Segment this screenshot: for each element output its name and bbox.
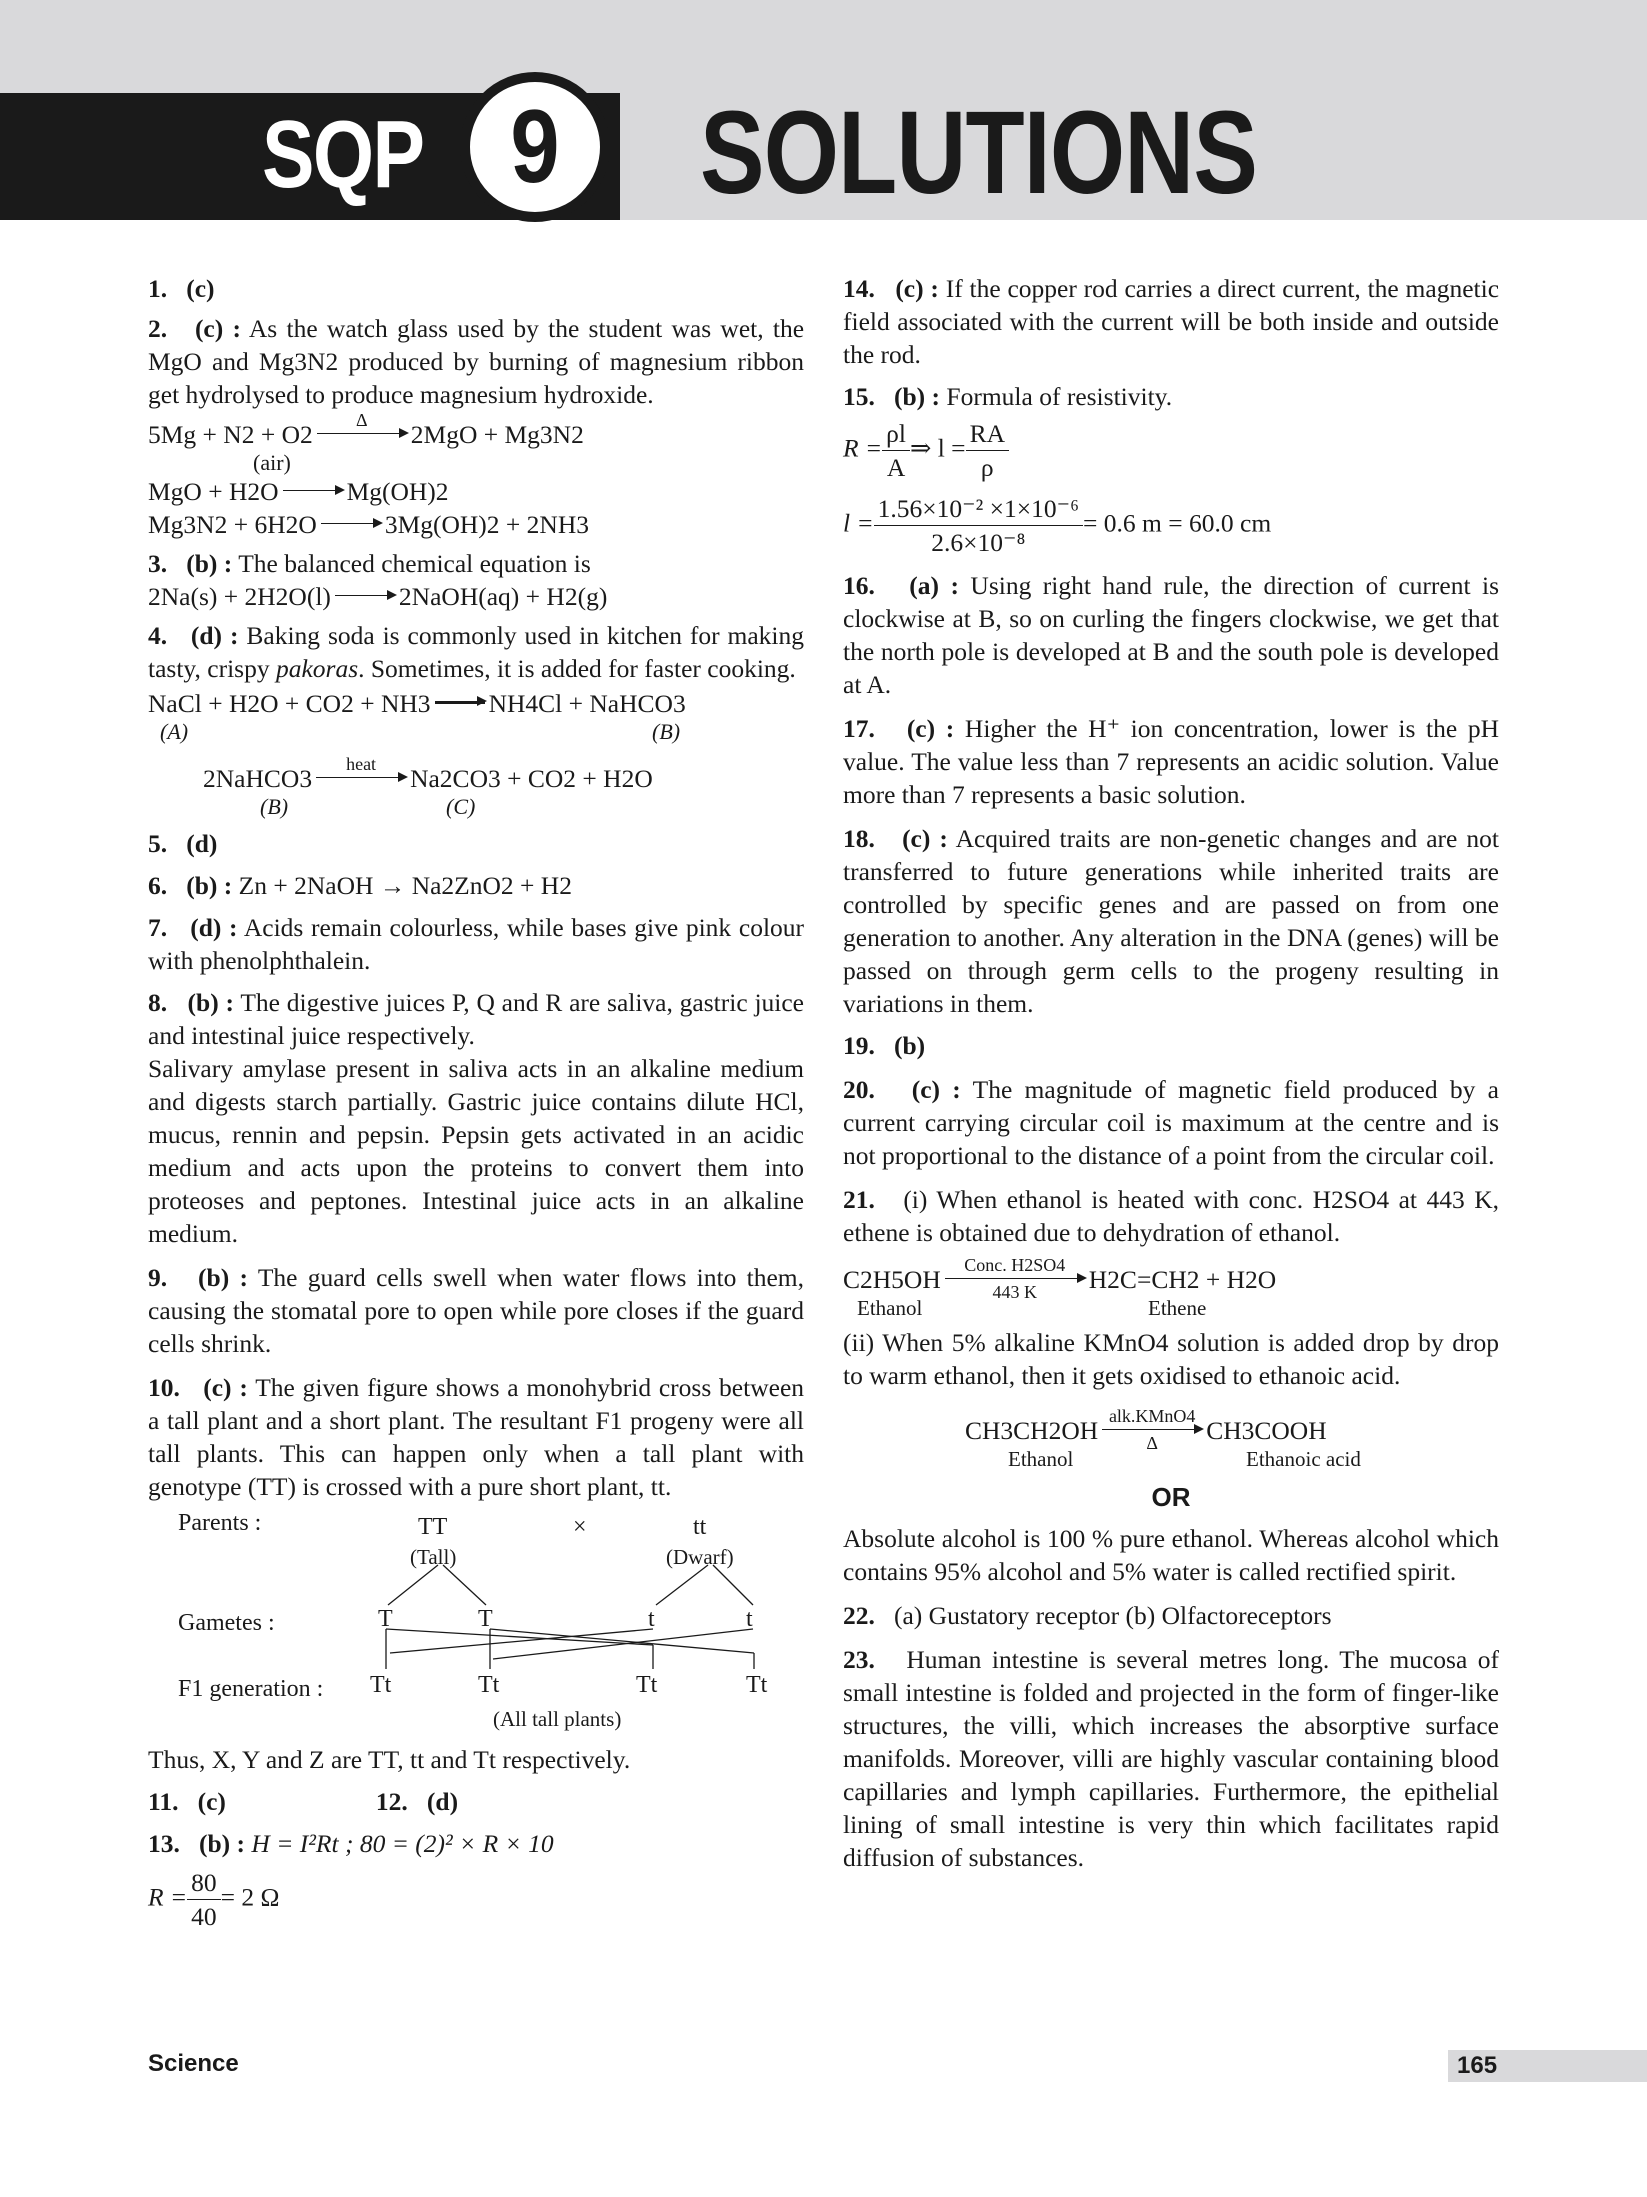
answer-1: 1. (c) <box>148 274 215 303</box>
answer-8-body: Salivary amylase present in saliva acts in an alkaline medium and digests starch partially. Gastric juice contains dilute HCl, mucus, rennin and pepsin. Pepsin gets activated in an acidic medium and acts upon the proteins to convert them into proteoses and peptones. Intestinal juice acts in an alkaline medium. <box>148 1054 804 1248</box>
air-label: (air) <box>253 450 291 475</box>
equation-21a: C2H5OH Conc. H2SO4 443 K H2C=CH2 + H2O <box>843 1254 1277 1302</box>
answer-2: 2. (c) : As the watch glass used by the student was wet, the MgO and Mg3N2 produced by burning of magnesium ribbon get hydrolysed to produce magnesium hydroxide. <box>148 314 805 409</box>
right-column <box>843 272 1499 1881</box>
equation-4b-labels: (B) (C) <box>260 794 476 819</box>
equation-4a-labels: (A) (B) <box>160 719 681 744</box>
answer-9: 9. (b) : The guard cells swell when water flows into them, causing the stomatal pore to open while pore closes if the guard cells shrink. <box>148 1263 804 1358</box>
answer-19: 19. (b) <box>843 1031 926 1060</box>
equation-21b-labels: Ethanol Ethanoic acid <box>1008 1447 1361 1471</box>
answer-7: 7. (d) : Acids remain colourless, while bases give pink colour with phenolphthalein. <box>148 913 805 975</box>
answer-10: 10. (c) : The given figure shows a monohybrid cross between a tall plant and a short plant. The resultant F1 progeny were all tall plants. This can happen only when a tall plant with genotype (TT) is crossed with a pure short plant, tt. <box>148 1373 805 1501</box>
answer-16: 16. (a) : Using right hand rule, the direction of current is clockwise at B, so on curling the fingers clockwise, we get that the north pole is developed at B and the south pole is developed at A. <box>843 571 1500 699</box>
answer-10-conclusion: Thus, X, Y and Z are TT, tt and Tt respectively. <box>148 1745 631 1774</box>
answer-8: 8. (b) : The digestive juices P, Q and R are saliva, gastric juice and intestinal juice respectively. <box>148 988 805 1050</box>
answer-11-12: 11. (c) 12. (d) <box>148 1787 459 1816</box>
cross-lines <box>148 1503 804 1743</box>
header-number: 9 <box>510 89 560 205</box>
page-number: 165 <box>1457 2052 1498 2079</box>
footer-subject: Science <box>148 2050 239 2077</box>
equation-4b: 2NaHCO3 heat Na2CO3 + CO2 + H2O <box>203 753 653 793</box>
equation-2b: MgO + H2O Mg(OH)2 <box>148 477 449 506</box>
equation-21b: CH3CH2OH alk.KMnO4 Δ CH3COOH <box>965 1405 1327 1453</box>
header-number-circle <box>460 72 610 222</box>
answer-23: 23. Human intestine is several metres long. The mucosa of small intestine is folded and projected in the form of finger-like structures, the villi, which increases the absorptive surface manifolds. Moreover, villi are highly vascular containing blood capillaries and lymph capillaries. Furthermore, the epithelial lining of small intestine is very thin which facilitates rapid diffusion of substances. <box>843 1645 1499 1872</box>
answer-14: 14. (c) : If the copper rod carries a direct current, the magnetic field associated with the current will be both inside and outside the rod. <box>843 274 1500 369</box>
answer-5: 5. (d) <box>148 829 218 858</box>
answer-17: 17. (c) : Higher the H⁺ ion concentration, lower is the pH value. The value less than 7 represents an acidic solution. Value more than 7 represents a basic solution. <box>843 714 1500 809</box>
answer-4: 4. (d) : Baking soda is commonly used in kitchen for making tasty, crispy pakoras. Sometimes, it is added for faster cooking. <box>148 621 805 683</box>
answer-21-part-ii: (ii) When 5% alkaline KMnO4 solution is added drop by drop to warm ethanol, then it gets oxidised to ethanoic acid. <box>843 1328 1499 1390</box>
page-title: SOLUTIONS <box>700 87 1258 219</box>
answer-6: 6. (b) : Zn + 2NaOH → Na2ZnO2 + H2 <box>148 871 572 900</box>
header-label: SQP <box>262 101 424 208</box>
monohybrid-cross-diagram: Parents : TT × tt (Tall) (Dwarf) Gametes : T T t t F1 generation : Tt Tt Tt Tt (All tall plants) <box>148 1503 804 1743</box>
equation-2a: 5Mg + N2 + O2 Δ 2MgO + Mg3N2 <box>148 409 584 449</box>
answer-21: 21. (i) When ethanol is heated with conc. H2SO4 at 443 K, ethene is obtained due to dehydration of ethanol. <box>843 1185 1499 1247</box>
equation-4a: NaCl + H2O + CO2 + NH3 NH4Cl + NaHCO3 <box>148 689 686 718</box>
answer-21-or: Absolute alcohol is 100 % pure ethanol. Whereas alcohol which contains 95% alcohol and 5% water is called rectified spirit. <box>843 1524 1499 1586</box>
equation-15b: l = $\frac{\text{1.56×10⁻² ×1×10⁻⁶}}{\text{2.6×10⁻⁸}}$ = 0.6 m = 60.0 cm <box>843 494 1272 557</box>
equation-13: R = $\frac{80}{40}$ = 2 Ω <box>148 1868 280 1931</box>
answer-22: 22. (a) Gustatory receptor (b) Olfactoreceptors <box>843 1601 1332 1630</box>
equation-3: 2Na(s) + 2H2O(l) 2NaOH(aq) + H2(g) <box>148 582 608 611</box>
equation-15a: R = $\frac{\rho l}{A}$ ⇒ l = $\frac{RA}{\rho}$ <box>843 417 1499 484</box>
equation-2c: Mg3N2 + 6H2O 3Mg(OH)2 + 2NH3 <box>148 510 590 539</box>
answer-20: 20. (c) : The magnitude of magnetic field produced by a current carrying circular coil is maximum at the centre and is not proportional to the distance of a point from the circular coil. <box>843 1075 1499 1170</box>
or-divider: OR <box>1151 1482 1191 1512</box>
answer-15: 15. (b) : Formula of resistivity. <box>843 382 1173 411</box>
equation-21a-labels: Ethanol Ethene <box>857 1296 1207 1320</box>
left-column <box>148 272 804 1933</box>
answer-13: 13. (b) : H = I²Rt ; 80 = (2)² × R × 10 <box>148 1829 554 1858</box>
answer-18: 18. (c) : Acquired traits are non-genetic changes and are not transferred to future generations while inherited traits are controlled by specific genes and are passed on from one generation to another. Any alteration in the DNA (genes) will be passed on through germ cells to the progeny resulting in variations in them. <box>843 824 1500 1018</box>
answer-3: 3. (b) : The balanced chemical equation is <box>148 549 591 578</box>
